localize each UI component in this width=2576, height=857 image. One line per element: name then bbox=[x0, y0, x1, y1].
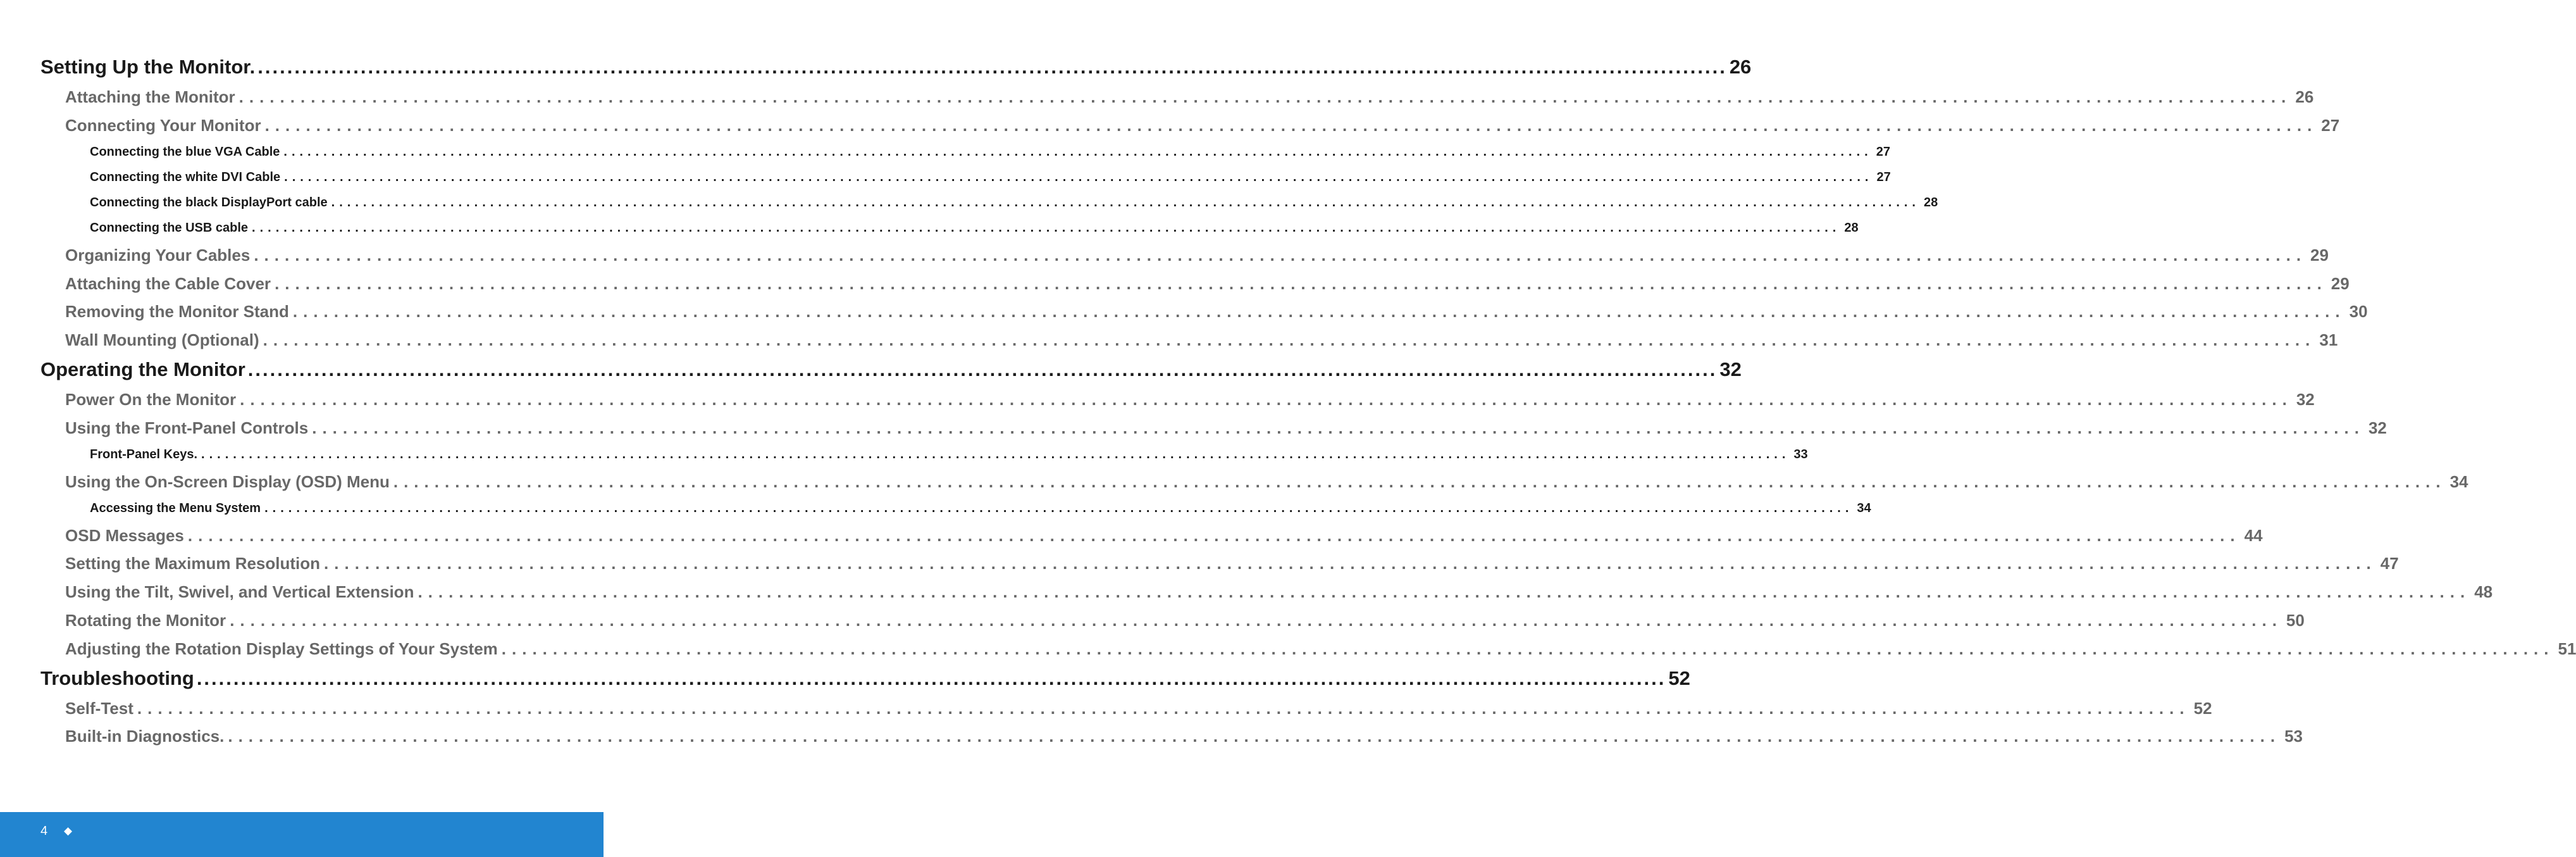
toc-entry[interactable] bbox=[40, 56, 1752, 78]
toc-entry-title: Adjusting the Rotation Display Settings of Your System bbox=[65, 639, 498, 658]
diamond-icon: ◆ bbox=[64, 825, 73, 837]
toc-entry-page: 52 bbox=[2193, 699, 2212, 718]
toc-entry-title: Attaching the Monitor bbox=[65, 87, 235, 106]
toc-entry[interactable] bbox=[65, 699, 2212, 718]
toc-entry-title: Using the On-Screen Display (OSD) Menu bbox=[65, 472, 390, 491]
toc-entry-title: Wall Mounting (Optional) bbox=[65, 330, 259, 349]
toc-entry[interactable] bbox=[65, 727, 2303, 746]
toc-entry-page: 26 bbox=[2295, 87, 2314, 106]
toc-entry[interactable] bbox=[65, 611, 2305, 630]
toc-entry[interactable] bbox=[90, 145, 1890, 160]
dot-leader: ........................................................................................................................................................................................................ bbox=[201, 447, 1790, 461]
toc-entry-page: 32 bbox=[2296, 390, 2315, 409]
toc-entry-title: Connecting the white DVI Cable bbox=[90, 170, 281, 184]
dot-leader: ........................................................................................................................................................................................................ bbox=[257, 56, 1727, 78]
dot-leader: ........................................................................................................................................................................................................ bbox=[418, 582, 2471, 601]
toc-entry[interactable] bbox=[65, 472, 2468, 492]
toc-entry-page: 30 bbox=[2349, 302, 2368, 321]
toc-entry-title: OSD Messages bbox=[65, 526, 184, 545]
dot-leader: ........................................................................................................................................................................................................ bbox=[501, 639, 2554, 658]
dot-leader: ........................................................................................................................................................................................................ bbox=[238, 87, 2292, 106]
toc-entry[interactable] bbox=[90, 221, 1859, 235]
toc-entry-title: Organizing Your Cables bbox=[65, 246, 251, 265]
toc-entry-page: 44 bbox=[2244, 526, 2263, 545]
toc-entry-page: 27 bbox=[2321, 116, 2340, 135]
toc-entry-page: 33 bbox=[1793, 447, 1808, 461]
toc-entry-title: Built-in Diagnostics. bbox=[65, 727, 225, 746]
toc-entry[interactable] bbox=[90, 170, 1891, 185]
toc-entry-page: 34 bbox=[2449, 472, 2468, 491]
toc-entry-title: Front-Panel Keys. bbox=[90, 447, 198, 461]
dot-leader: ........................................................................................................................................................................................................ bbox=[196, 667, 1666, 689]
toc-entry-title: Connecting the blue VGA Cable bbox=[90, 145, 280, 159]
toc-entry[interactable] bbox=[40, 667, 1690, 690]
toc-entry-page: 28 bbox=[1923, 196, 1938, 210]
toc-entry-page: 27 bbox=[1876, 170, 1891, 184]
toc-entry-page: 32 bbox=[1719, 358, 1742, 380]
toc-entry-page: 52 bbox=[1668, 667, 1690, 689]
dot-leader: ........................................................................................................................................................................................................ bbox=[393, 472, 2446, 491]
toc-entry-page: 29 bbox=[2331, 274, 2350, 293]
dot-leader: ........................................................................................................................................................................................................ bbox=[252, 221, 1841, 235]
toc-entry-title: Setting the Maximum Resolution bbox=[65, 554, 321, 573]
toc-entry-page: 31 bbox=[2319, 330, 2338, 349]
toc-entry-page: 51 bbox=[2558, 639, 2576, 658]
toc-entry-title: Using the Tilt, Swivel, and Vertical Extension bbox=[65, 582, 414, 601]
toc-entry-title: Self-Test bbox=[65, 699, 133, 718]
toc-entry-title: Rotating the Monitor bbox=[65, 611, 226, 630]
dot-leader: ........................................................................................................................................................................................................ bbox=[283, 145, 1873, 159]
toc-entry-page: 28 bbox=[1844, 221, 1859, 235]
dot-leader: ........................................................................................................................................................................................................ bbox=[275, 274, 2327, 293]
toc-entry-page: 34 bbox=[1857, 501, 1871, 515]
toc-entry[interactable] bbox=[65, 554, 2399, 573]
toc-entry-title: Connecting Your Monitor bbox=[65, 116, 261, 135]
toc-entry[interactable] bbox=[90, 196, 1938, 210]
toc-entry[interactable] bbox=[65, 302, 2368, 322]
dot-leader: ........................................................................................................................................................................................................ bbox=[230, 611, 2282, 630]
dot-leader: ........................................................................................................................................................................................................ bbox=[264, 501, 1854, 515]
dot-leader: ........................................................................................................................................................................................................ bbox=[137, 699, 2190, 718]
toc-entry-page: 27 bbox=[1876, 145, 1890, 159]
toc-entry-title: Operating the Monitor bbox=[40, 358, 245, 380]
toc-entry-title: Setting Up the Monitor. bbox=[40, 56, 256, 78]
dot-leader: ........................................................................................................................................................................................................ bbox=[324, 554, 2377, 573]
toc-entry-title: Attaching the Cable Cover bbox=[65, 274, 271, 293]
toc-entry-title: Power On the Monitor bbox=[65, 390, 237, 409]
dot-leader: ........................................................................................................................................................................................................ bbox=[264, 116, 2318, 135]
toc-entry[interactable] bbox=[40, 358, 1742, 381]
dot-leader: ........................................................................................................................................................................................................ bbox=[284, 170, 1873, 184]
toc-entry-title: Removing the Monitor Stand bbox=[65, 302, 289, 321]
toc-entry[interactable] bbox=[65, 582, 2493, 602]
toc-entry[interactable] bbox=[90, 501, 1871, 516]
dot-leader: ........................................................................................................................................................................................................ bbox=[187, 526, 2241, 545]
toc-entry[interactable] bbox=[65, 246, 2329, 265]
dot-leader: ........................................................................................................................................................................................................ bbox=[247, 358, 1718, 380]
toc-entry[interactable] bbox=[65, 87, 2314, 107]
toc-entry[interactable] bbox=[65, 274, 2350, 294]
dot-leader: ........................................................................................................................................................................................................ bbox=[228, 727, 2281, 746]
toc-entry-page: 29 bbox=[2310, 246, 2329, 265]
toc-entry-title: Using the Front-Panel Controls bbox=[65, 418, 309, 437]
toc-entry[interactable] bbox=[65, 639, 2576, 659]
toc-entry-page: 47 bbox=[2380, 554, 2399, 573]
toc-entry[interactable] bbox=[65, 390, 2315, 410]
toc-entry-page: 32 bbox=[2368, 418, 2387, 437]
toc-entry[interactable] bbox=[65, 330, 2338, 350]
toc-entry-page: 48 bbox=[2474, 582, 2493, 601]
toc-entry-title: Connecting the USB cable bbox=[90, 221, 249, 235]
toc-entry[interactable] bbox=[90, 447, 1808, 462]
dot-leader: ........................................................................................................................................................................................................ bbox=[331, 196, 1920, 210]
toc-entry-title: Troubleshooting bbox=[40, 667, 194, 689]
toc-entry-page: 53 bbox=[2284, 727, 2303, 746]
toc-entry[interactable] bbox=[65, 418, 2387, 438]
toc-entry[interactable] bbox=[65, 526, 2263, 546]
toc-entry-page: 26 bbox=[1729, 56, 1752, 78]
toc-entry-title: Accessing the Menu System bbox=[90, 501, 261, 515]
dot-leader: ........................................................................................................................................................................................................ bbox=[292, 302, 2346, 321]
toc-entry-page: 50 bbox=[2286, 611, 2305, 630]
dot-leader: ........................................................................................................................................................................................................ bbox=[240, 390, 2293, 409]
dot-leader: ........................................................................................................................................................................................................ bbox=[312, 418, 2365, 437]
page-footer bbox=[0, 812, 604, 857]
toc-entry[interactable] bbox=[65, 116, 2340, 135]
toc-entry-title: Connecting the black DisplayPort cable bbox=[90, 196, 328, 210]
dot-leader: ........................................................................................................................................................................................................ bbox=[254, 246, 2307, 265]
dot-leader: ........................................................................................................................................................................................................ bbox=[263, 330, 2316, 349]
page-number: 4 bbox=[40, 824, 48, 838]
